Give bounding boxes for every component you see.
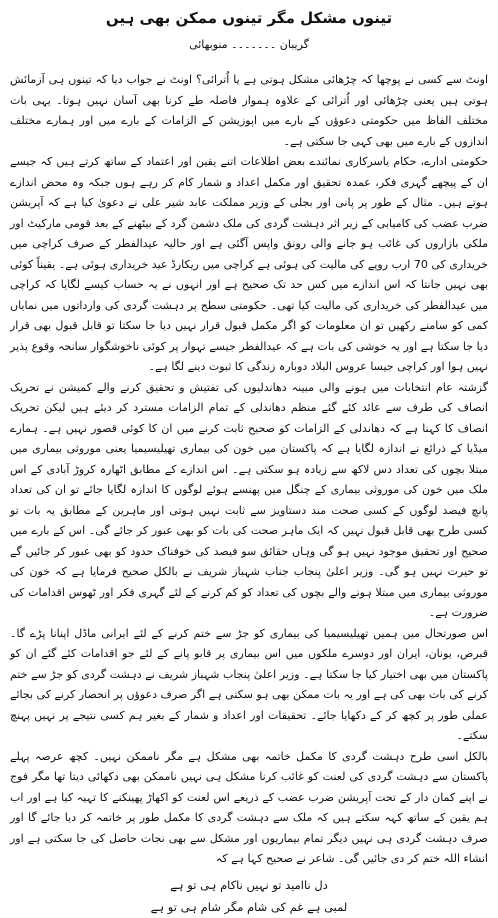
paragraph-2: حکومتی ادارے، حکام یاسرکاری نمائندے بعض اطلاعات اتنے یقین اور اعتماد کے ساتھ کرتے ہیں کہ جیسے ان کے پیچھے گہری فکر، عمدہ تحقیق اور مکمل اعداد و شمار کام کر رہے ہوں جبکہ وہ محض اندازے ہوتے ہیں۔ مثال کے طور پر پانی اور بجلی کے وزیر مملکت عابد شیر علی نے دعویٰ کیا ہے کہ آپریشن ضرب عضب کی کامیابی کے زیر اثر دہشت گردی کی ملک دشمن گرد کے بیٹھنے کے بعد قومی مارکیٹ اور ملکی بازاروں کی غائب ہو جانے والی رونق واپس آگئی ہے اور حالیہ عیدالفطر کے صرف کراچی میں خریداری کی 70 ارب روپے کی مالیت کی ہوئی ہے کراچی میں ریکارڈ عید خریداری ہوئی ہے۔ یقیناً کوئی بھی نہیں جانتا کہ اس اندازے میں کس حد تک صحیح ہے اور انہوں نے یہ حساب کیسے لگایا کہ کراچی میں عیدالفطر کی خریداری کی مالیت کیا تھی۔ حکومتی سطح پر دہشت گردی کی وارداتوں میں نمایاں کمی کو سامنے رکھیں تو ان معلومات کو اگر مکمل قبول قرار نہیں دیا جا سکتا تو قابل قبول بھی قرار دیا جا سکتا ہے اور یہ خوشی کی بات ہے کہ عیدالفطر جیسے تہوار پر کوئی ناخوشگوار سانحہ وقوع پذیر نہیں ہوا اور کراچی جیسا عروس البلاد دوبارہ زندگی کا ثبوت دینے لگا ہے۔	[10, 155, 488, 373]
paragraph-3: گزشتہ عام انتخابات میں ہونے والی مبینہ دھاندلیوں کی تفتیش و تحقیق کرنے والے کمیشن نے تحریک انصاف کی طرف سے عائد کئے گئے منظم دھاندلی کے تمام الزامات مسترد کر دیئے ہیں لیکن تحریک انصاف کا کہنا ہے کہ دھاندلی کے الزامات کو صحیح ثابت کرنے میں ان کا کوئی قصور نہیں ہے۔ ہمارے میڈیا کے ذرائع نے اندازہ لگایا ہے کہ پاکستان میں خون کی بیماری تھیلیسیمیا یعنی موروثی بیماری میں مبتلا بچوں کی تعداد دس لاکھ سے زیادہ ہو سکتی ہے۔ اس اندازے کے مطابق اٹھارہ کروڑ آبادی کے اس ملک میں خون کی موروثی بیماری کے چنگل میں پھنسے ہوئے لوگوں کا اندازہ لگایا جائے تو ان کی تعداد پانچ فیصد لوگوں کے کسی صحت مند دستاویز سے ثابت نہیں ہوتی اور ماہرین کے مطابق یہ بات تو کسی طرح بھی قابل قبول نہیں کہ ایک ماہر صحت کی بات کو بھی عبور کر جائے گی۔ اس کے بارے میں صحیح اور تحقیق موجود نہیں ہو گی وہاں حقائق سو فیصد کی خوفناک حدود کو بھی عبور کر جائیں گے تو حیرت نہیں ہو گی۔ وزیر اعلیٰ پنجاب جناب شہباز شریف نے بالکل صحیح فرمایا ہے کہ خون کی موروثی بیماری میں مبتلا ہونے والے بچوں کی تعداد کو کم کرنے کے لئے گہری فکر اور ٹھوس اقدامات کی ضرورت ہے۔	[10, 380, 488, 619]
paragraph-5: بالکل اسی طرح دہشت گردی کا مکمل خاتمہ بھی مشکل ہے مگر ناممکن نہیں۔ کچھ عرصہ پہلے پاکستان سے دہشت گردی کی لعنت کو غائب کرنا مشکل ہی نہیں ناممکن بھی دکھائی دیتا تھا مگر فوج نے اپنے کمان دار کے تحت آپریشن ضرب عضب کے ذریعے اس لعنت کو اکھاڑ پھینکنے کا تہیہ کیا ہے اور اب ہم یقین کے ساتھ کہہ سکتے ہیں کہ ملک سے دہشت گردی کا مکمل طور پر خاتمہ کر دیا جائے گا اور صرف دہشت گردی ہی نہیں دیگر تمام بیماریوں اور مشکل سے بھی نجات حاصل کی جا سکتی ہے اور انشاء اللہ ختم کر دی جائیں گی۔ شاعر نے صحیح کہا ہے کہ	[10, 749, 488, 865]
closing-verse	[114, 874, 384, 918]
verse-line-2: لمبی ہے غم کی شام مگر شام ہی تو ہے	[150, 899, 348, 914]
paragraph-4: اس صورتحال میں ہمیں تھیلیسیمیا کی بیماری کو جڑ سے ختم کرنے کے لئے ایرانی ماڈل اپنانا پڑے گا۔ قبرص، یونان، ایران اور دوسرے ملکوں میں اس بیماری پر قابو پانے کے لئے جو اقدامات کئے گئے ان کو پاکستان میں بھی اختیار کیا جا سکتا ہے۔ وزیر اعلیٰ پنجاب شہباز شریف نے دہشت گردی کو جڑ سے ختم کرنے کی بات بھی کی ہے اور یہ بات ممکن بھی ہو سکتی ہے اگر صرف دعوؤں پر انحصار کرنے کی بجائے عملی طور پر کچھ کر کے دکھایا جائے۔ تحقیقات اور اعداد و شمار کے بغیر ہم کسی نتیجے پر نہیں پہنچ سکتے۔	[10, 626, 488, 742]
column-title: تینوں مشکل مگر تینوں ممکن بھی ہیں	[105, 9, 393, 27]
verse-line-1: دل ناامید تو نہیں ناکام ہی تو ہے	[170, 877, 328, 892]
column-byline: گریبان ۔۔۔۔۔۔۔ منوبھائی	[189, 38, 309, 51]
paragraph-1: اونٹ سے کسی نے پوچھا کہ چڑھائی مشکل ہوتی ہے یا اُترائی؟ اونٹ نے جواب دیا کہ تینوں ہی آزمائش ہوتی ہیں یعنی چڑھائی اور اُترائی کے علاوہ ہموار فاصلہ طے کرنا بھی آسان نہیں ہوتا۔ یہی بات مختلف الفاظ میں حکومتی دعوؤں کے بارے میں اپوزیشن کے الزامات کے بارے میں اور ہمارے مختلف اندازوں کے بارے میں بھی کہی جا سکتی ہے۔	[10, 73, 488, 148]
column-body	[10, 70, 488, 870]
